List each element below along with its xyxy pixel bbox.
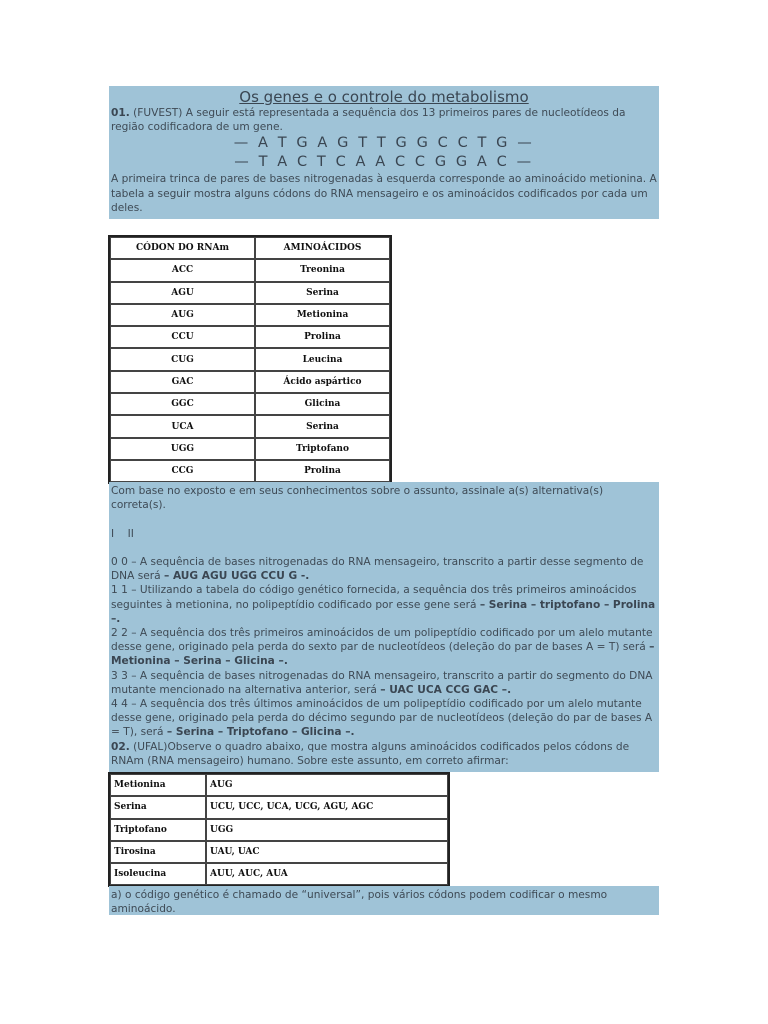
alternative-a-block	[109, 886, 659, 915]
codons-cell: AUU, AUC, AUA	[206, 863, 448, 885]
question-1-number: 01.	[111, 107, 130, 119]
codon-cell: UCA	[110, 415, 255, 437]
amino-acid-cell: Metionina	[110, 774, 206, 796]
page-title: Os genes e o controle do metabolismo	[239, 88, 529, 106]
table-row	[110, 863, 448, 885]
alternative-4-answer: – Serina – Triptofano – Glicina –.	[166, 726, 355, 739]
table-row	[110, 460, 390, 482]
codon-cell: GGC	[110, 393, 255, 415]
table-row	[110, 415, 390, 437]
alternative-4	[111, 697, 657, 740]
blank-line	[111, 541, 657, 555]
alternative-1-text: 1 1 – Utilizando a tabela do código genético fornecida, a sequência dos três primeiros aminoácidos seguintes à metionina, no polipeptídio codificado por esse gene será	[111, 584, 637, 611]
codon-cell: AUG	[110, 304, 255, 326]
codon-cell: AGU	[110, 282, 255, 304]
codon-cell: CUG	[110, 348, 255, 370]
codons-cell: AUG	[206, 774, 448, 796]
alternative-1	[111, 583, 657, 626]
amino-acid-cell: Serina	[110, 796, 206, 818]
question-2-number: 02.	[111, 740, 130, 753]
table-row	[110, 282, 390, 304]
alternative-1-answer: – Serina – triptofano – Prolina –.	[111, 598, 656, 625]
table-row	[110, 438, 390, 460]
table-row	[110, 796, 448, 818]
alternative-2-answer: – Metionina – Serina – Glicina –.	[111, 641, 655, 668]
question-1-text: (FUVEST) A seguir está representada a sequência dos 13 primeiros pares de nucleotídeos da região codificadora de um gene.	[111, 107, 626, 134]
alternative-2-text: 2 2 – A sequência dos três primeiros aminoácidos de um polipeptídio codificado por um alelo mutante desse gene, originado pela perda do sexto par de nucleotídeos (deleção do par de bases A = T) será	[111, 627, 653, 654]
alternative-a: a) o código genético é chamado de “universal”, pois vários códons podem codificar o mesmo aminoácido.	[111, 889, 608, 916]
blank-line	[111, 512, 657, 526]
alternative-3	[111, 669, 657, 697]
table-row	[110, 259, 390, 281]
codon-table	[108, 235, 392, 484]
amino-acid-cell: Serina	[255, 282, 390, 304]
alternative-4-text: 4 4 – A sequência dos três últimos aminoácidos de um polipeptídio codificado por um alelo mutante desse gene, originado pela perda do décimo segundo par de nucleotídeos (deleção do par de bases A = T), será	[111, 698, 653, 739]
amino-acid-cell: Leucina	[255, 348, 390, 370]
alternative-0-answer: – AUG AGU UGG CCU G -.	[163, 570, 310, 583]
amino-acid-cell: Serina	[255, 415, 390, 437]
table-row	[110, 819, 448, 841]
amino-acid-table	[108, 772, 450, 887]
amino-acid-cell: Metionina	[255, 304, 390, 326]
codon-cell: GAC	[110, 371, 255, 393]
alternative-0	[111, 555, 657, 583]
codon-cell: CÓDON DO RNAm	[110, 237, 255, 259]
codon-cell: UGG	[110, 438, 255, 460]
table-row	[110, 304, 390, 326]
table-row	[110, 841, 448, 863]
amino-acid-cell: Ácido aspártico	[255, 371, 390, 393]
column-headers: I II	[111, 527, 134, 540]
codons-cell: UGG	[206, 819, 448, 841]
codon-cell: CCU	[110, 326, 255, 348]
alternative-3-text: 3 3 – A sequência de bases nitrogenadas do RNA mensageiro, transcrito a partir do segmento do DNA mutante mencionado na alternativa anterior, será	[111, 669, 653, 696]
table-row	[110, 348, 390, 370]
amino-acid-cell: Prolina	[255, 460, 390, 482]
amino-acid-cell: Tirosina	[110, 841, 206, 863]
table-row	[110, 326, 390, 348]
dna-strand-2: — T A C T C A A C C G G A C —	[234, 154, 534, 171]
alternative-3-answer: – UAC UCA CCG GAC –.	[380, 683, 512, 696]
alternative-2	[111, 626, 657, 669]
alternative-0-text: 0 0 – A sequência de bases nitrogenadas do RNA mensageiro, transcrito a partir desse segmento de DNA será	[111, 555, 644, 583]
amino-acid-cell: Triptofano	[110, 819, 206, 841]
codon-cell: CCG	[110, 460, 255, 482]
codons-cell: UCU, UCC, UCA, UCG, AGU, AGC	[206, 796, 448, 818]
amino-acid-cell: Prolina	[255, 326, 390, 348]
amino-acid-cell: Glicina	[255, 393, 390, 415]
alternatives-block	[109, 482, 659, 772]
amino-acid-cell: Treonina	[255, 259, 390, 281]
amino-acid-cell: Triptofano	[255, 438, 390, 460]
codons-cell: UAU, UAC	[206, 841, 448, 863]
amino-acid-cell: Isoleucina	[110, 863, 206, 885]
table-row	[110, 393, 390, 415]
alternatives-intro: Com base no exposto e em seus conhecimentos sobre o assunto, assinale a(s) alternativa(s) correta(s).	[111, 485, 604, 512]
amino-acid-cell: AMINOÁCIDOS	[255, 237, 390, 259]
question-2-text: (UFAL)Observe o quadro abaixo, que mostra alguns aminoácidos codificados pelos códons de RNAm (RNA mensageiro) humano. Sobre este assunto, em correto afirmar:	[111, 740, 630, 767]
table-header-row	[110, 237, 390, 259]
question-1-paragraph: A primeira trinca de pares de bases nitrogenadas à esquerda corresponde ao aminoácido metionina. A tabela a seguir mostra alguns códons do RNA mensageiro e os aminoácidos codificados por cada um deles.	[111, 173, 657, 214]
question-1-statement	[111, 106, 657, 134]
table-row	[110, 774, 448, 796]
dna-strand-1: — A T G A G T T G G C C T G —	[233, 135, 535, 152]
question-2-statement	[111, 740, 657, 768]
codon-cell: ACC	[110, 259, 255, 281]
question-1-block	[109, 86, 659, 219]
table-row	[110, 371, 390, 393]
